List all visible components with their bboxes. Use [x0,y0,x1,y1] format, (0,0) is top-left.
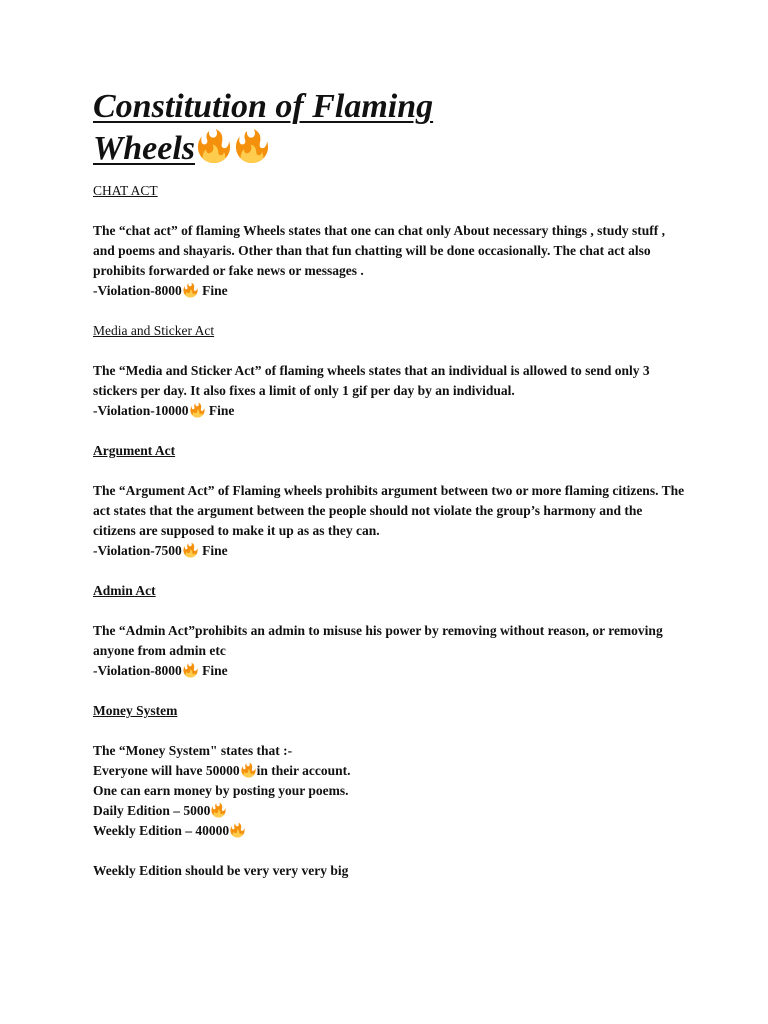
violation-fine-label: Fine [198,283,228,298]
fire-emoji-icon [183,282,198,298]
fire-emoji-icon [235,129,269,163]
weekly-edition-text: Weekly Edition – 40000 [93,823,230,838]
violation-fine-label: Fine [198,663,228,678]
section-body-admin-act: The “Admin Act”prohibits an admin to misuse his power by removing without reason, or removing anyone from admin etc [93,623,663,658]
fire-emoji-icon [241,762,256,778]
money-system-closing: Weekly Edition should be very very very big [93,863,349,878]
violation-amount: -Violation-8000 [93,663,182,678]
section-heading-media-sticker-act: Media and Sticker Act [93,323,215,338]
title-flames [195,130,271,167]
violation-line-admin-act [93,661,688,681]
violation-line-media-sticker-act [93,401,688,421]
daily-edition-text: Daily Edition – 5000 [93,803,211,818]
fire-emoji-icon [183,542,198,558]
fire-emoji-icon [183,662,198,678]
section-heading-chat-act: CHAT ACT [93,183,158,198]
section-body-media-sticker-act: The “Media and Sticker Act” of flaming wheels states that an individual is allowed to send only 3 stickers per day. It also fixes a limit of only 1 gif per day by an individual. [93,363,650,398]
section-body-chat-act: The “chat act” of flaming Wheels states that one can chat only About necessary things , study stuff , and poems and shayaris. Other than that fun chatting will be done occasionally. The chat act also prohibits forwarded or fake news or messages . [93,223,666,278]
fire-emoji-icon [230,822,245,838]
starting-balance-suffix: in their account. [256,763,351,778]
money-system-intro: The “Money System" states that :- [93,743,293,758]
violation-amount: -Violation-7500 [93,543,182,558]
money-system-starting-balance [93,761,688,781]
violation-line-argument-act [93,541,688,561]
fire-emoji-icon [190,402,205,418]
section-heading-argument-act: Argument Act [93,443,176,458]
document-title [93,86,523,170]
title-text: Constitution of Flaming Wheels [93,88,434,167]
section-heading-admin-act: Admin Act [93,583,156,598]
fire-emoji-icon [197,129,231,163]
violation-fine-label: Fine [198,543,228,558]
section-heading-money-system: Money System [93,703,178,718]
violation-amount: -Violation-10000 [93,403,189,418]
violation-amount: -Violation-8000 [93,283,182,298]
money-system-earning: One can earn money by posting your poems. [93,783,349,798]
starting-balance-text: Everyone will have 50000 [93,763,240,778]
money-system-daily-edition [93,801,688,821]
money-system-weekly-edition [93,821,688,841]
section-body-argument-act: The “Argument Act” of Flaming wheels prohibits argument between two or more flaming citizens. The act states that the argument between the people should not violate the group’s harmony and the citizens are supposed to make it up as as they can. [93,483,685,538]
violation-fine-label: Fine [205,403,235,418]
violation-line-chat-act [93,281,688,301]
fire-emoji-icon [211,802,226,818]
